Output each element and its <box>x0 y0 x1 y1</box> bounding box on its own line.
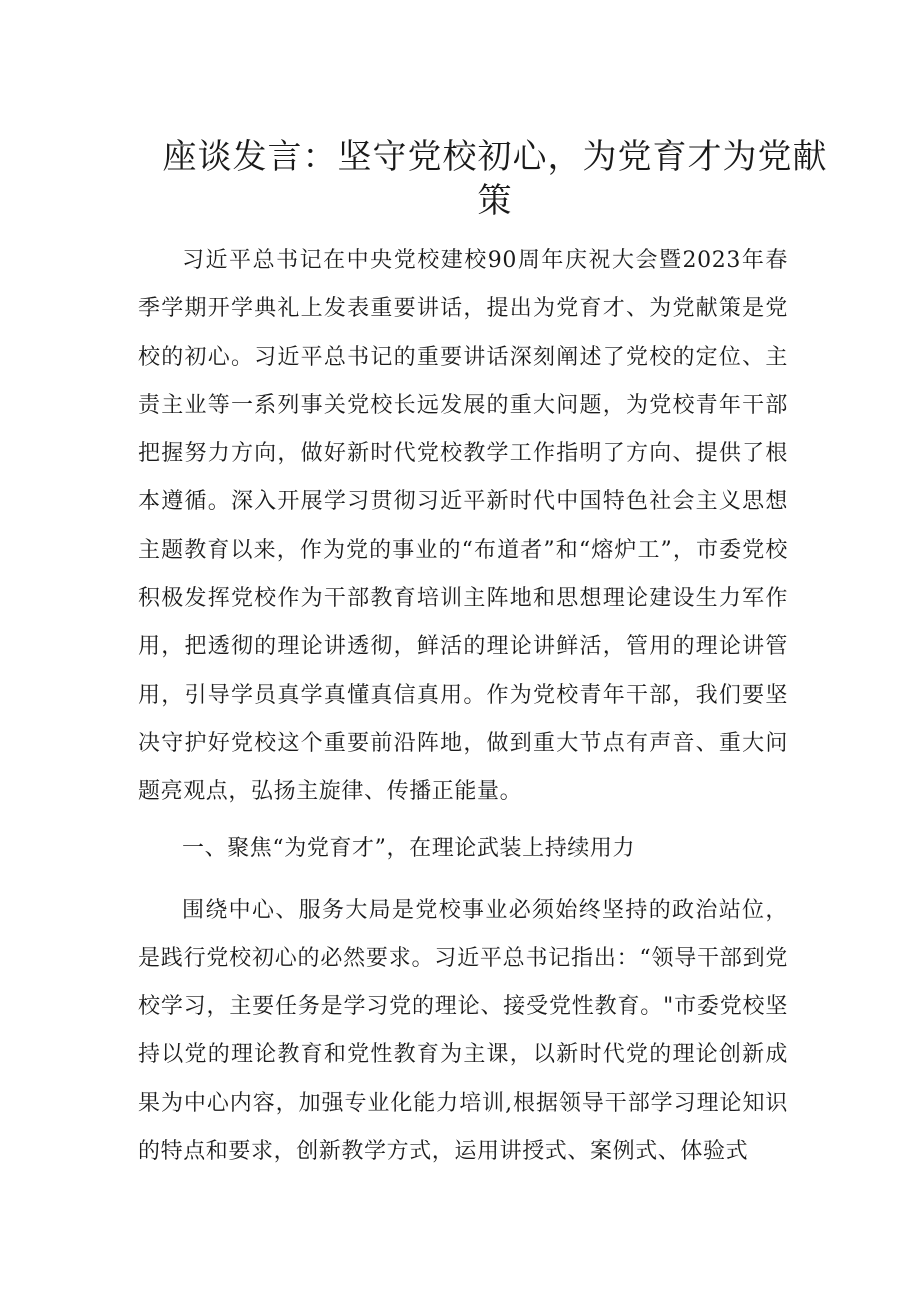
document-title: 座谈发言：坚守党校初心，为党育才为党献策 <box>162 137 828 221</box>
intro-paragraph: 习近平总书记在中央党校建校90周年庆祝大会暨2023年春季学期开学典礼上发表重要讲话，提出为党育才、为党献策是党校的初心。习近平总书记的重要讲话深刻阐述了党校的定位、主责主业等一系列事关党校长远发展的重大问题，为党校青年干部把握努力方向，做好新时代党校教学工作指明了方向、提供了根本遵循。深入开展学习贯彻习近平新时代中国特色社会主义思想主题教育以来，作为党的事业的“布道者”和“熔炉工”，市委党校积极发挥党校作为干部教育培训主阵地和思想理论建设生力军作用，把透彻的理论讲透彻，鲜活的理论讲鲜活，管用的理论讲管用，引导学员真学真懂真信真用。作为党校青年干部，我们要坚决守护好党校这个重要前沿阵地，做到重大节点有声音、重大问题亮观点，弘扬主旋律、传播正能量。 <box>138 248 788 805</box>
section-heading: 一、聚焦“为党育才”，在理论武装上持续用力 <box>182 835 636 861</box>
section-paragraph: 围绕中心、服务大局是党校事业必须始终坚持的政治站位，是践行党校初心的必然要求。习近平总书记指出：“领导干部到党校学习，主要任务是学习党的理论、接受党性教育。"市委党校坚持以党的理论教育和党性教育为主课，以新时代党的理论创新成果为中心内容，加强专业化能力培训,根据领导干部学习理论知识的特点和要求，创新教学方式，运用讲授式、案例式、体验式 <box>138 897 788 1165</box>
document-body <box>138 237 788 1176</box>
